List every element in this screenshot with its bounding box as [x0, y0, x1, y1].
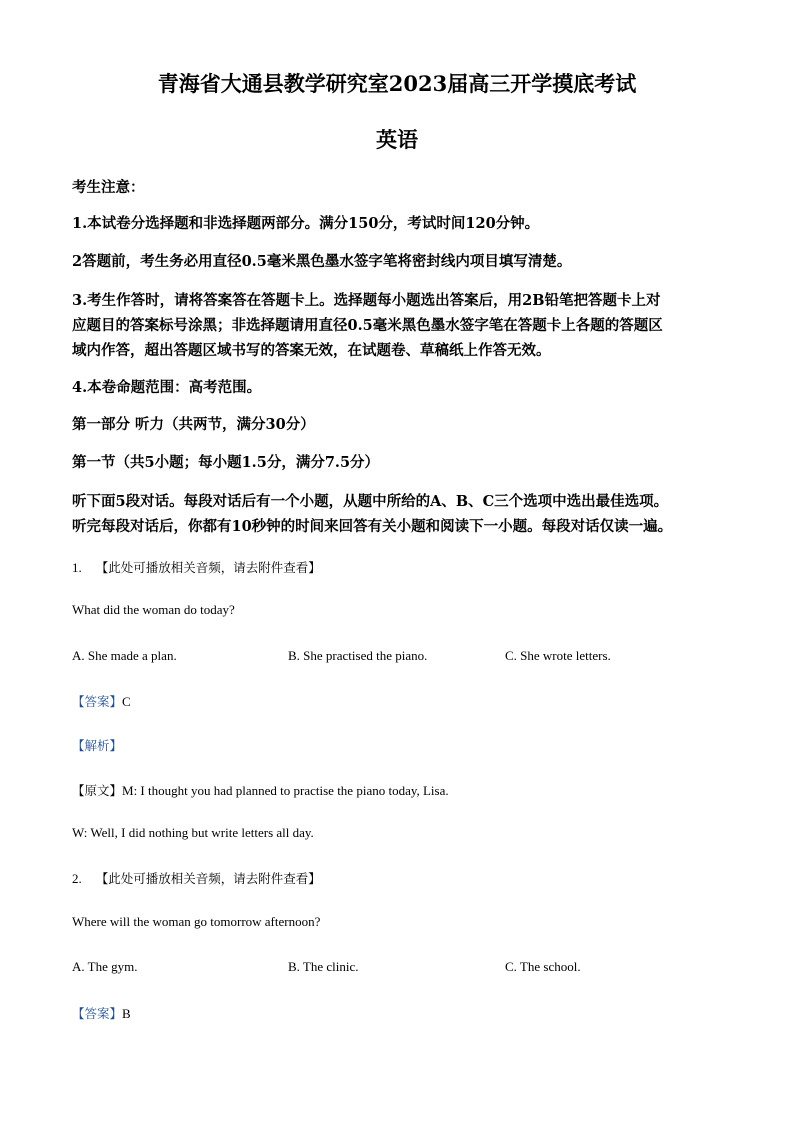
answer-value: C [122, 694, 131, 709]
audio-note: 【此处可播放相关音频，请去附件查看】 [95, 560, 321, 575]
answer-line [72, 1003, 131, 1022]
question-audio-line [72, 558, 321, 576]
notice-item: 4.本卷命题范围：高考范围。 [72, 379, 262, 396]
notice-item: 应题目的答案标号涂黑；非选择题请用直径0.5毫米黑色墨水签字笔在答题卡上各题的答题区 [72, 317, 663, 334]
notice-item: 1.本试卷分选择题和非选择题两部分。满分150分，考试时间120分钟。 [72, 215, 540, 232]
answer-line [72, 691, 131, 710]
answer-label: 【答案】 [72, 694, 123, 709]
question-number: 1. [72, 560, 82, 575]
option-a: A. The gym. [72, 959, 138, 974]
option-c: C. She wrote letters. [505, 648, 611, 663]
script-text: W: Well, I did nothing but write letters all day. [72, 825, 314, 840]
instruction-line: 听下面5段对话。每段对话后有一个小题，从题中所给的A、B、C三个选项中选出最佳选项。 [72, 493, 669, 510]
notice-item: 3.考生作答时，请将答案答在答题卡上。选择题每小题选出答案后，用2B铅笔把答题卡上对 [72, 292, 661, 309]
notice-item: 2答题前，考生务必用直径0.5毫米黑色墨水签字笔将密封线内项目填写清楚。 [72, 253, 572, 270]
option-b: B. The clinic. [288, 959, 359, 974]
question-text: What did the woman do today? [72, 602, 235, 617]
option-c: C. The school. [505, 959, 581, 974]
notice-item: 域内作答，超出答题区域书写的答案无效，在试题卷、草稿纸上作答无效。 [72, 342, 551, 359]
option-a: A. She made a plan. [72, 648, 177, 663]
exam-title: 青海省大通县教学研究室2023届高三开学摸底考试 [157, 71, 637, 96]
option-b: B. She practised the piano. [288, 648, 428, 663]
answer-value: B [122, 1006, 131, 1021]
script-line [72, 780, 449, 799]
script-label: 【原文】 [72, 783, 123, 798]
script-text: M: I thought you had planned to practise the piano today, Lisa. [122, 783, 449, 798]
analysis-label: 【解析】 [72, 738, 123, 753]
question-text: Where will the woman go tomorrow afternoon? [72, 914, 321, 929]
part-heading: 第一部分 听力（共两节，满分30分） [72, 416, 315, 433]
answer-label: 【答案】 [72, 1006, 123, 1021]
notice-heading: 考生注意： [72, 179, 145, 196]
question-number: 2. [72, 871, 82, 886]
question-audio-line [72, 869, 321, 887]
subject-title: 英语 [376, 127, 418, 152]
section-heading: 第一节（共5小题；每小题1.5分，满分7.5分） [72, 454, 380, 471]
audio-note: 【此处可播放相关音频，请去附件查看】 [95, 871, 321, 886]
instruction-line: 听完每段对话后，你都有10秒钟的时间来回答有关小题和阅读下一小题。每段对话仅读一遍。 [72, 518, 673, 535]
